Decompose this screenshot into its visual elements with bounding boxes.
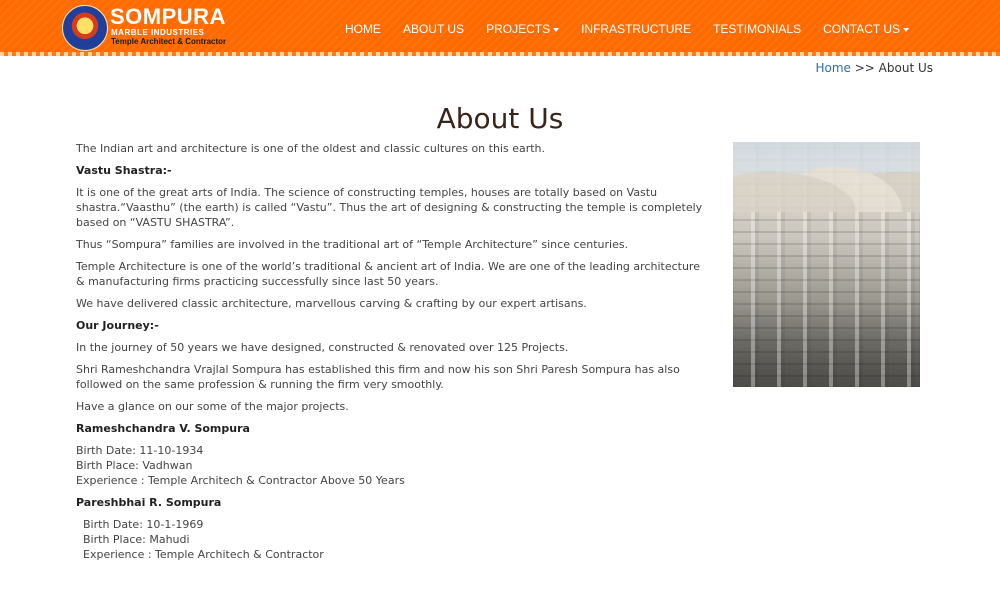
- nav-home-label: HOME: [344, 22, 381, 36]
- about-content: [76, 141, 706, 569]
- chevron-down-icon: [553, 28, 559, 32]
- person2-name: Pareshbhai R. Sompura: [76, 496, 222, 509]
- nav-testimonials-label: TESTIMONIALS: [713, 22, 802, 36]
- journey-paragraph-1: In the journey of 50 years we have designed, constructed & renovated over 125 Projects.: [76, 341, 569, 354]
- nav-projects-label: PROJECTS: [486, 22, 551, 36]
- chevron-down-icon: [903, 28, 909, 32]
- breadcrumb-separator: >>: [854, 61, 875, 75]
- person2-details: [76, 517, 706, 562]
- person2-birth-place: Birth Place: Mahudi: [83, 533, 190, 546]
- temple-photo: [733, 142, 920, 387]
- page-title: About Us: [436, 102, 564, 135]
- vastu-paragraph-2: Thus “Sompura” families are involved in the traditional art of “Temple Architecture” since centuries.: [76, 238, 629, 251]
- vastu-paragraph-1: It is one of the great arts of India. The science of constructing temples, houses are totally based on Vastu shastra.“Vaasthu” (the earth) is called “Vastu”. Thus the art of designing & constructing the temple is completely based on “VASTU SHASTRA”.: [76, 186, 703, 229]
- header-border: [0, 52, 1000, 56]
- person2-experience: Experience : Temple Architech & Contractor: [83, 548, 324, 561]
- journey-paragraph-3: Have a glance on our some of the major projects.: [76, 400, 349, 413]
- nav-contact-us-label: CONTACT US: [823, 22, 900, 36]
- logo-tagline: Temple Architect & Contractor: [111, 37, 227, 46]
- intro-paragraph: The Indian art and architecture is one of the oldest and classic cultures on this earth.: [76, 142, 546, 155]
- person1-name: Rameshchandra V. Sompura: [76, 422, 250, 435]
- nav-infrastructure[interactable]: [570, 20, 702, 38]
- vastu-paragraph-3: Temple Architecture is one of the world’s traditional & ancient art of India. We are one of the leading architecture & manufacturing firms practicing successfully since last 50 years.: [76, 260, 700, 288]
- logo-title: SOMPURA: [110, 4, 226, 29]
- vastu-heading: Vastu Shastra:-: [76, 164, 172, 177]
- vastu-paragraph-4: We have delivered classic architecture, marvellous carving & crafting by our expert artisans.: [76, 297, 587, 310]
- nav-contact-us[interactable]: [812, 20, 920, 38]
- nav-about-us-label: ABOUT US: [402, 22, 465, 36]
- breadcrumb-current: About Us: [878, 61, 933, 75]
- nav-projects[interactable]: [475, 20, 570, 38]
- nav-home[interactable]: [334, 20, 392, 38]
- site-logo[interactable]: [62, 5, 232, 50]
- site-header: [0, 0, 1000, 56]
- person2-birth-date: Birth Date: 10-1-1969: [83, 518, 204, 531]
- breadcrumb-home-link[interactable]: Home: [815, 61, 851, 75]
- person1-birth-date: Birth Date: 11-10-1934: [76, 444, 204, 457]
- logo-emblem-icon: [62, 5, 108, 51]
- logo-subtitle: MARBLE INDUSTRIES: [111, 28, 205, 37]
- nav-about-us[interactable]: [392, 20, 475, 38]
- main-nav: [334, 20, 920, 38]
- person1-birth-place: Birth Place: Vadhwan: [76, 459, 193, 472]
- person1-experience: Experience : Temple Architech & Contractor Above 50 Years: [76, 474, 405, 487]
- nav-testimonials[interactable]: [702, 20, 812, 38]
- journey-heading: Our Journey:-: [76, 319, 159, 332]
- journey-paragraph-2: Shri Rameshchandra Vrajlal Sompura has established this firm and now his son Shri Paresh Sompura has also followed on the same profession & running the firm very smoothly.: [76, 363, 680, 391]
- person1-details: [76, 443, 706, 488]
- nav-infrastructure-label: INFRASTRUCTURE: [581, 22, 692, 36]
- breadcrumb: [815, 61, 933, 75]
